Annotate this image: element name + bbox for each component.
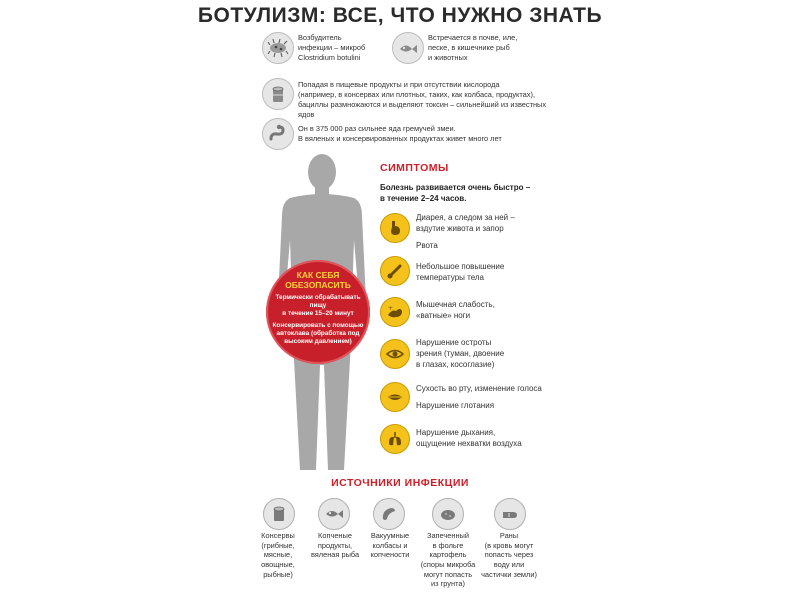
symptom-line: Небольшое повышение <box>416 262 505 271</box>
toxin-text <box>298 124 528 144</box>
source-line: копчености <box>370 550 410 560</box>
source-line: Вакуумные <box>370 531 410 540</box>
source-line: (споры микроба <box>420 559 476 569</box>
symptom-dry-mouth <box>416 384 566 412</box>
source-line: из грунта) <box>431 579 465 589</box>
source-line: (грибные, <box>261 540 295 550</box>
symptom-line: Нарушение дыхания, <box>416 428 496 437</box>
source-line: могут попасть <box>423 569 473 579</box>
source-smoked <box>305 531 365 560</box>
symptom-breathing <box>416 428 566 450</box>
source-line: попасть через <box>484 550 534 560</box>
source-canned <box>248 531 308 579</box>
eye-icon <box>380 339 410 369</box>
pathogen-line: Clostridium botulini <box>298 52 361 62</box>
protection-title-line: КАК СЕБЯ <box>296 270 340 280</box>
mouth-icon <box>380 382 410 412</box>
symptom-line: зрения (туман, двоение <box>416 348 505 358</box>
protection-title-line: ОБЕЗОПАСИТЬ <box>285 280 351 291</box>
toxin-line: В вяленых и консервированных продуктах живет много лет <box>298 133 502 143</box>
source-sausage <box>360 531 420 560</box>
symptom-line: Диарея, а следом за ней – <box>416 213 515 222</box>
symptom-line: в глазах, косоглазие) <box>416 359 495 369</box>
pathogen-line: инфекции – микроб <box>298 42 366 52</box>
symptom-vomit: Рвота <box>416 240 438 250</box>
svg-text:+: + <box>388 305 394 312</box>
source-line: продукты, <box>317 540 353 550</box>
source-line: (в кровь могут <box>484 540 534 550</box>
food-line: Попадая в пищевые продукты и при отсутствии кислорода <box>298 80 500 89</box>
symptoms-intro <box>380 183 550 205</box>
source-line: вяленая рыба <box>310 550 360 560</box>
source-line: картофель <box>429 550 467 560</box>
source-line: колбасы и <box>372 540 408 550</box>
tip-line: Консервировать с помощью <box>272 322 364 330</box>
tip-line: Термически обрабатывать пищу <box>275 294 361 310</box>
symptom-line: Мышечная слабость, <box>416 300 495 309</box>
food-line: бациллы размножаются и выделяют токсин – сильнейший из известных ядов <box>298 99 547 119</box>
intro-line: в течение 2–24 часов. <box>380 193 467 203</box>
toxin-line: Он в 375 000 раз сильнее яда гремучей змеи. <box>298 124 456 133</box>
symptom-diarrhea <box>416 213 556 251</box>
can-icon <box>262 78 294 110</box>
symptom-line: ощущение нехватки воздуха <box>416 438 522 448</box>
tip-line: высоким давлением) <box>284 338 352 346</box>
snake-icon <box>262 118 294 150</box>
pathogen-line: Возбудитель <box>298 33 342 42</box>
bacteria-icon <box>262 32 294 64</box>
habitat-line: и животных <box>428 52 468 62</box>
fish-icon <box>318 498 350 530</box>
protection-title <box>266 270 370 290</box>
symptom-vision <box>416 338 556 370</box>
source-line: рыбные) <box>263 569 293 579</box>
food-text <box>298 80 548 120</box>
protection-badge <box>266 260 370 364</box>
source-line: в фольге <box>432 540 464 550</box>
symptom-line: «ватные» ноги <box>416 310 471 320</box>
wound-icon <box>494 498 526 530</box>
intro-line: Болезнь развивается очень быстро – <box>380 183 531 192</box>
potato-icon <box>432 498 464 530</box>
source-line: Раны <box>499 531 519 540</box>
page-title: БОТУЛИЗМ: ВСЕ, ЧТО НУЖНО ЗНАТЬ <box>197 4 603 27</box>
source-line: Консервы <box>261 531 295 540</box>
symptom-line: Сухость во рту, изменение голоса <box>416 384 542 393</box>
symptom-line: температуры тела <box>416 272 484 282</box>
source-line: Копченые <box>318 531 352 540</box>
stomach-icon <box>380 213 410 243</box>
tip-line: в течение 15–20 минут <box>282 310 354 318</box>
protection-tip-heat <box>266 294 370 318</box>
muscle-icon <box>380 297 410 327</box>
source-line: Запеченный <box>426 531 469 540</box>
symptoms-heading: СИМПТОМЫ <box>380 162 449 174</box>
source-wound <box>476 531 542 579</box>
habitat-line: Встречается в почве, иле, <box>428 33 518 42</box>
tip-line: автоклава (обработка под <box>276 330 360 338</box>
pathogen-text <box>298 33 393 63</box>
source-line: воду или <box>493 559 525 569</box>
habitat-line: песке, в кишечнике рыб <box>428 42 510 52</box>
sources-heading: ИСТОЧНИКИ ИНФЕКЦИИ <box>331 477 469 489</box>
sausage-icon <box>373 498 405 530</box>
habitat-text <box>428 33 538 63</box>
can-icon <box>263 498 295 530</box>
food-line: (например, в консервах или плотных, таких, как колбаса, продуктах), <box>298 89 535 99</box>
thermometer-icon <box>380 256 410 286</box>
symptom-fever <box>416 262 556 284</box>
source-line: частички земли) <box>481 569 537 579</box>
lungs-icon <box>380 424 410 454</box>
soil-fish-icon <box>392 32 424 64</box>
symptom-line: вздутие живота и запор <box>416 223 504 233</box>
source-potato <box>412 531 484 589</box>
symptom-weakness <box>416 300 556 322</box>
symptom-line: Нарушение остроты <box>416 338 492 347</box>
source-line: мясные, <box>263 550 293 560</box>
symptom-swallowing: Нарушение глотания <box>416 400 495 410</box>
source-line: овощные, <box>261 559 295 569</box>
protection-tip-autoclave <box>266 322 370 346</box>
